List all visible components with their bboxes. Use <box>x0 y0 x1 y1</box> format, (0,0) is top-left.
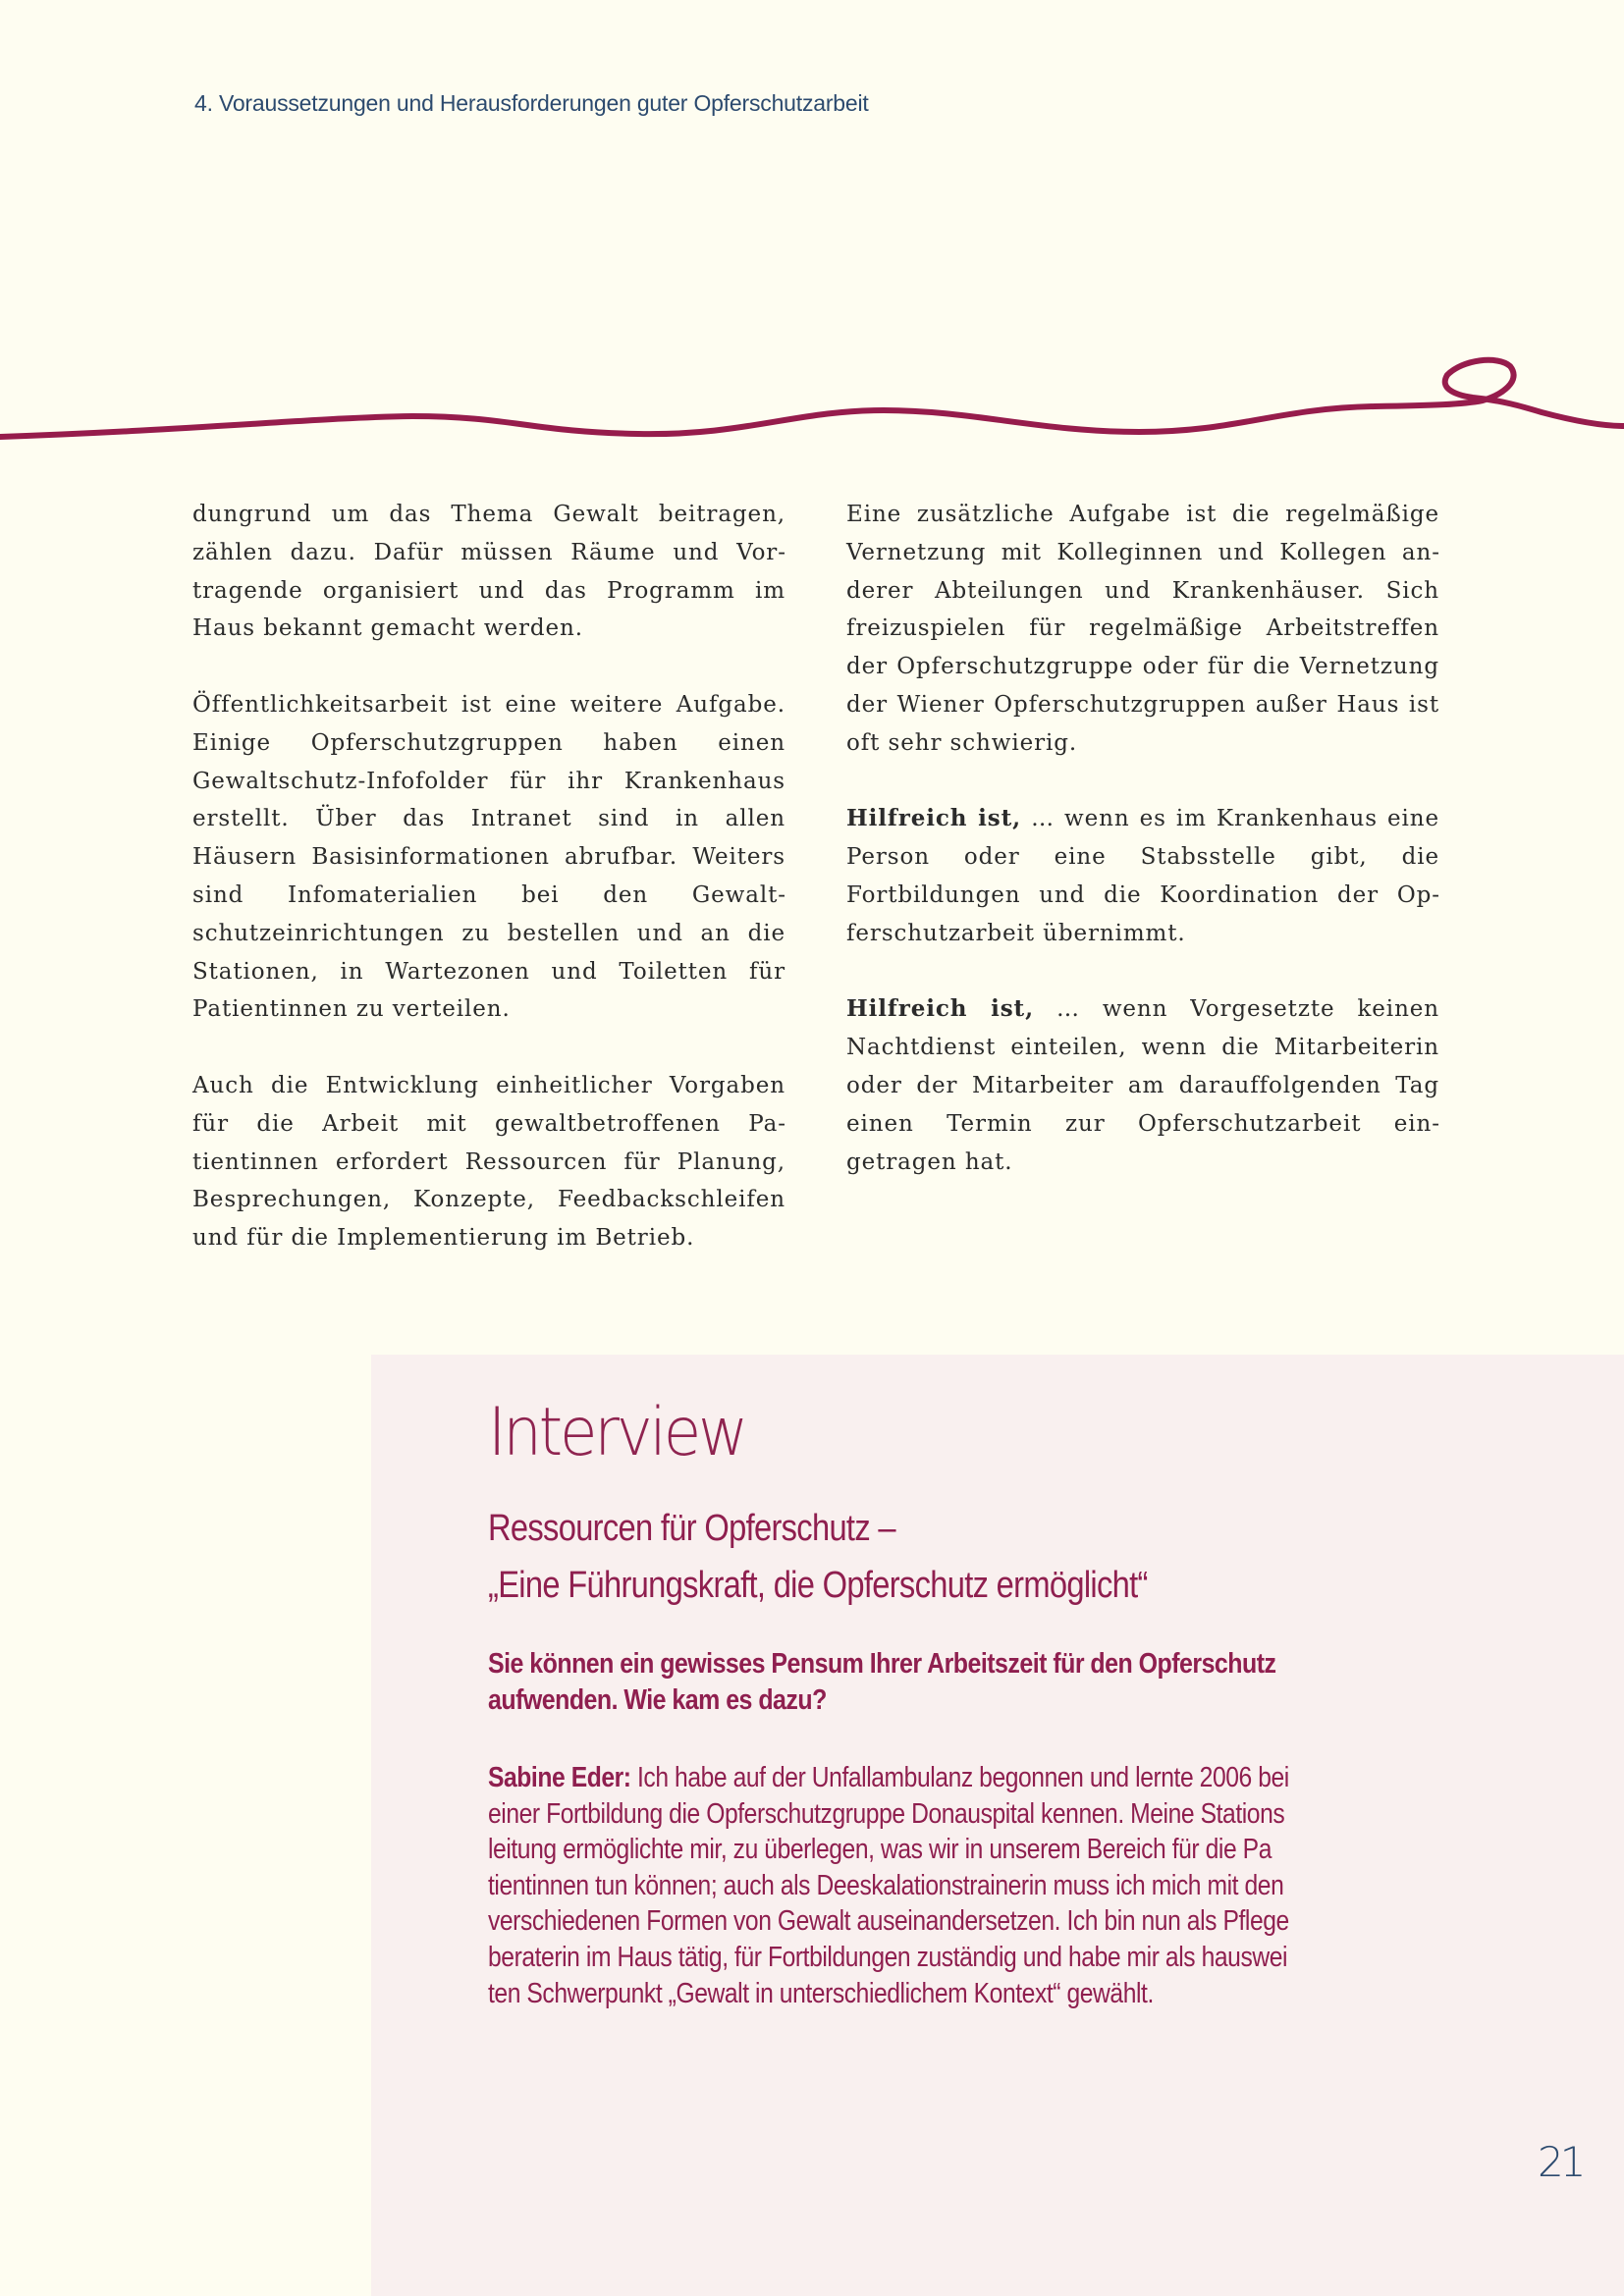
interview-title: Interview <box>488 1394 745 1471</box>
left-text-column <box>192 496 785 1296</box>
running-header: 4. Voraussetzungen und Herausforderungen guter Opferschutzarbeit <box>194 90 869 116</box>
paragraph: dungrund um das Thema Gewalt beitragen, zählen dazu. Dafür müssen Räume und Vortragende organisiert und das Programm im Haus bekannt gemacht werden. <box>192 502 785 642</box>
right-text-column <box>846 496 1439 1219</box>
paragraph: Öffentlichkeitsarbeit ist eine weitere Aufgabe. Einige Opferschutzgruppen haben einen Gewaltschutz-Infofolder für ihr Krankenhaus erstellt. Über das Intranet sind in allen Häusern Basisinformationen abrufbar. Weiters sind Infomaterialien bei den Gewaltschutzeinrichtungen zu bestellen und an die Stationen, in Wartezonen und Toiletten für Patientinnen zu verteilen. <box>192 691 785 1023</box>
question-line: Sie können ein gewisses Pensum Ihrer Arbeitszeit für den Opferschutz <box>488 1648 1276 1680</box>
subtitle-line: Ressourcen für Opferschutz – <box>488 1508 895 1549</box>
answer-line: ten Schwerpunkt „Gewalt in unterschiedlichem Kontext“ gewählt. <box>488 1977 1154 2009</box>
answer-line <box>488 1760 1323 1796</box>
answer-line: einer Fortbildung die Opferschutzgruppe Donauspital kennen. Meine Stations <box>488 1797 1285 1830</box>
speaker-name: Sabine Eder: <box>488 1762 631 1793</box>
subtitle-line: „Eine Führungskraft, die Opferschutz ermöglicht“ <box>488 1565 1148 1606</box>
bold-lead: Hilfreich ist, <box>846 995 1034 1023</box>
decorative-red-thread <box>0 344 1624 452</box>
page-number: 21 <box>1538 2138 1583 2186</box>
answer-line: leitung ermöglichte mir, zu überlegen, was wir in unserem Bereich für die Pa <box>488 1834 1272 1866</box>
answer-line: tientinnen tun können; auch als Deeskalationstrainerin muss ich mich mit den <box>488 1869 1284 1901</box>
paragraph-text: … wenn es im Krankenhaus eine Person oder eine Stabsstelle gibt, die Fortbildungen und die Koordination der Opferschutzarbeit übernimmt. <box>846 806 1440 946</box>
paragraph <box>846 800 1439 952</box>
interview-question <box>488 1646 1324 1719</box>
interview-subtitle <box>488 1500 1332 1614</box>
paragraph <box>846 990 1439 1181</box>
interview-answer <box>488 1760 1323 2011</box>
paragraph: Auch die Entwicklung einheitlicher Vorgaben für die Arbeit mit gewaltbetroffenen Patientinnen erfordert Ressourcen für Planung, Besprechungen, Konzepte, Feedbackschleifen und für die Implementierung im Betrieb. <box>192 1072 785 1252</box>
bold-lead: Hilfreich ist, <box>846 805 1022 832</box>
question-line: aufwenden. Wie kam es dazu? <box>488 1684 827 1716</box>
answer-line: verschiedenen Formen von Gewalt auseinandersetzen. Ich bin nun als Pflege <box>488 1905 1289 1938</box>
paragraph-text: … wenn Vorgesetzte keinen Nachtdienst einteilen, wenn die Mitarbeiterin oder der Mitarbeiter am darauffolgenden Tag einen Termin zur Opferschutzarbeit eingetragen hat. <box>846 996 1440 1175</box>
answer-line: beraterin im Haus tätig, für Fortbildungen zuständig und habe mir als hauswei <box>488 1941 1288 1973</box>
paragraph: Eine zusätzliche Aufgabe ist die regelmäßige Vernetzung mit Kolleginnen und Kollegen anderer Abteilungen und Krankenhäuser. Sich freizuspielen für regelmäßige Arbeitstreffen der Opferschutzgruppe oder für die Vernetzung der Wiener Opferschutzgruppen außer Haus ist oft sehr schwierig. <box>846 502 1439 756</box>
answer-text: Ich habe auf der Unfallambulanz begonnen und lernte 2006 bei <box>630 1762 1289 1793</box>
